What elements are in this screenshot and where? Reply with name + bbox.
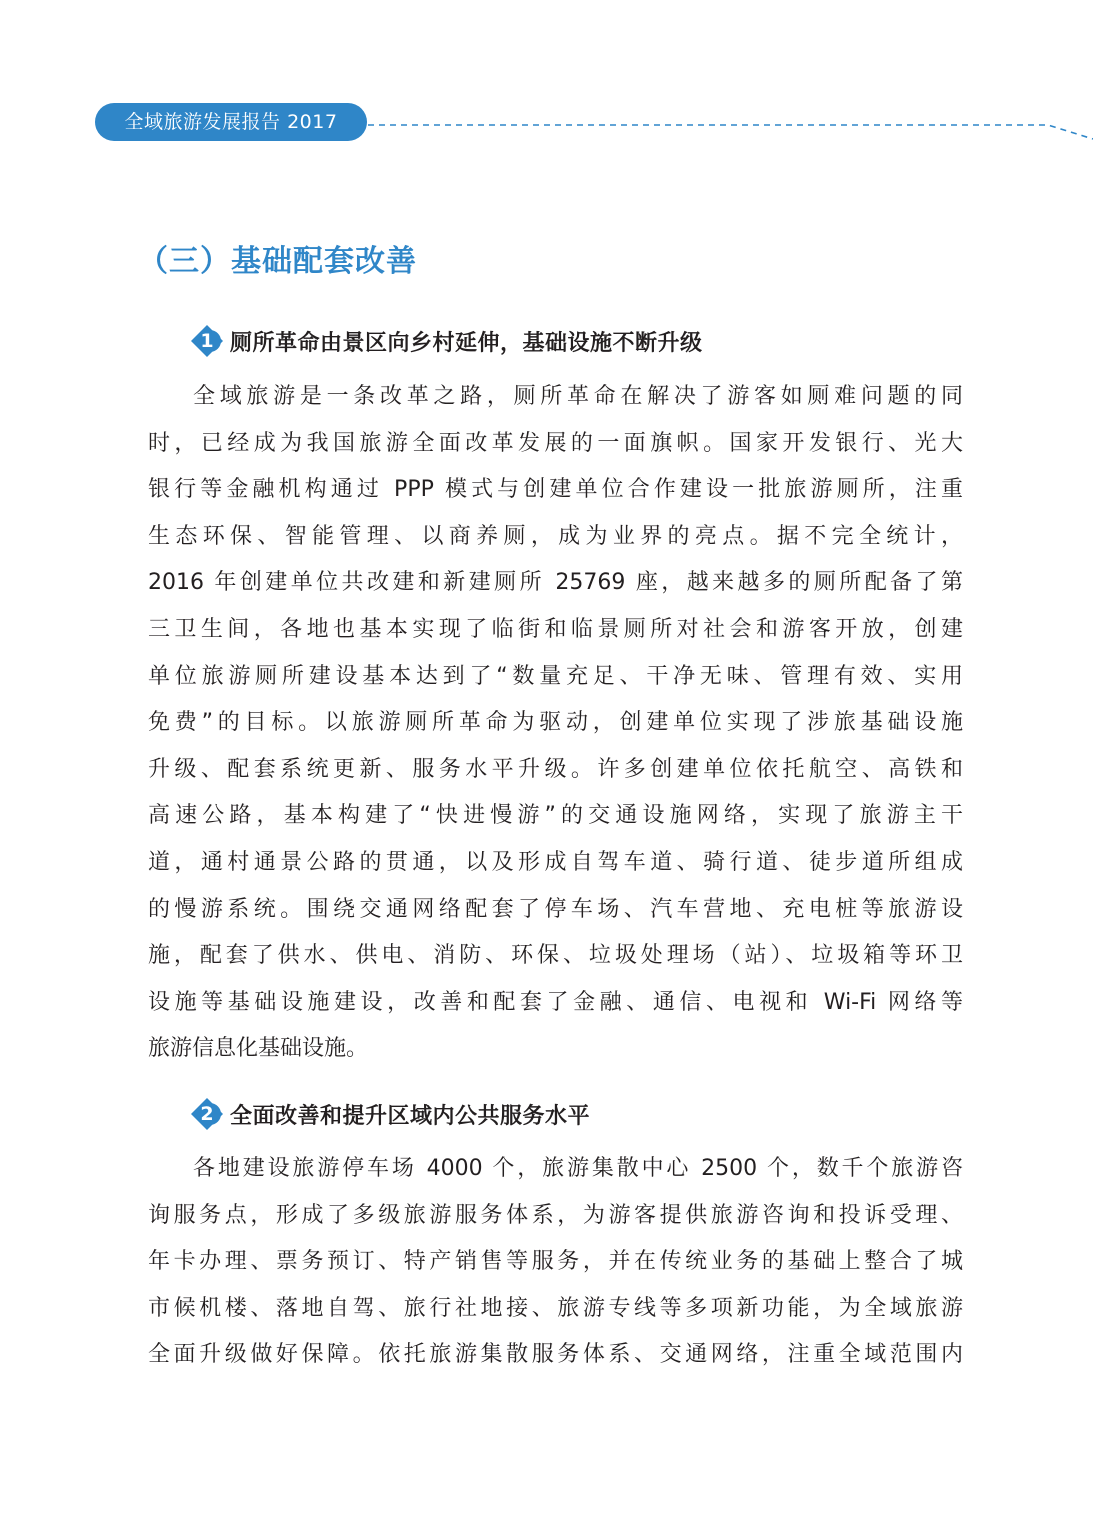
number-badge-icon: [190, 324, 224, 358]
running-header-title: 全域旅游发展报告 2017: [95, 103, 367, 141]
paragraph-line: 高速公路，基本构建了“快进慢游”的交通设施网络，实现了旅游主干: [148, 803, 963, 829]
paragraph-line: 三卫生间，各地也基本实现了临街和临景厕所对社会和游客开放，创建: [148, 616, 963, 642]
section-title: （三）基础配套改善: [138, 244, 417, 279]
paragraph-line: 单位旅游厕所建设基本达到了“数量充足、干净无味、管理有效、实用: [148, 663, 963, 689]
subsection-title: 全面改善和提升区域内公共服务水平: [230, 1103, 591, 1129]
paragraph-2: [148, 1146, 963, 1379]
paragraph-line: 全域旅游是一条改革之路，厕所革命在解决了游客如厕难问题的同: [193, 384, 963, 409]
number-badge-icon: [190, 1097, 224, 1131]
subsection-number: 1: [200, 330, 214, 352]
paragraph-line: 的慢游系统。围绕交通网络配套了停车场、汽车营地、充电桩等旅游设: [148, 896, 963, 922]
paragraph-line: 免费”的目标。以旅游厕所革命为驱动，创建单位实现了涉旅基础设施: [148, 710, 963, 736]
subsection-heading-1: [190, 324, 703, 358]
paragraph-line: 施，配套了供水、供电、消防、环保、垃圾处理场（站）、垃圾箱等环卫: [148, 943, 963, 969]
paragraph-line: 年卡办理、票务预订、特产销售等服务，并在传统业务的基础上整合了城: [148, 1249, 963, 1275]
paragraph-line: 各地建设旅游停车场 4000 个，旅游集散中心 2500 个，数千个旅游咨: [193, 1156, 963, 1181]
paragraph-line: 生态环保、智能管理、以商养厕，成为业界的亮点。据不完全统计，: [148, 523, 963, 549]
paragraph-line: 询服务点，形成了多级旅游服务体系，为游客提供旅游咨询和投诉受理、: [148, 1202, 963, 1228]
paragraph-line: 2016 年创建单位共改建和新建厕所 25769 座，越来越多的厕所配备了第: [148, 570, 963, 596]
paragraph-line: 银行等金融机构通过 PPP 模式与创建单位合作建设一批旅游厕所，注重: [148, 477, 963, 503]
paragraph-line: 全面升级做好保障。依托旅游集散服务体系、交通网络，注重全域范围内: [148, 1342, 963, 1368]
paragraph-line: 升级、配套系统更新、服务水平升级。许多创建单位依托航空、高铁和: [148, 756, 963, 782]
subsection-heading-2: [190, 1097, 590, 1131]
header-dashed-line: [368, 110, 1093, 140]
paragraph-line: 旅游信息化基础设施。: [148, 1036, 369, 1062]
paragraph-line: 时，已经成为我国旅游全面改革发展的一面旗帜。国家开发银行、光大: [148, 430, 963, 456]
subsection-number: 2: [200, 1103, 214, 1125]
subsection-title: 厕所革命由景区向乡村延伸，基础设施不断升级: [230, 330, 703, 356]
paragraph-line: 市候机楼、落地自驾、旅行社地接、旅游专线等多项新功能，为全域旅游: [148, 1295, 963, 1321]
paragraph-1: [148, 374, 963, 1073]
paragraph-line: 道，通村通景公路的贯通，以及形成自驾车道、骑行道、徒步道所组成: [148, 849, 963, 875]
paragraph-line: 设施等基础设施建设，改善和配套了金融、通信、电视和 Wi-Fi 网络等: [148, 989, 963, 1015]
